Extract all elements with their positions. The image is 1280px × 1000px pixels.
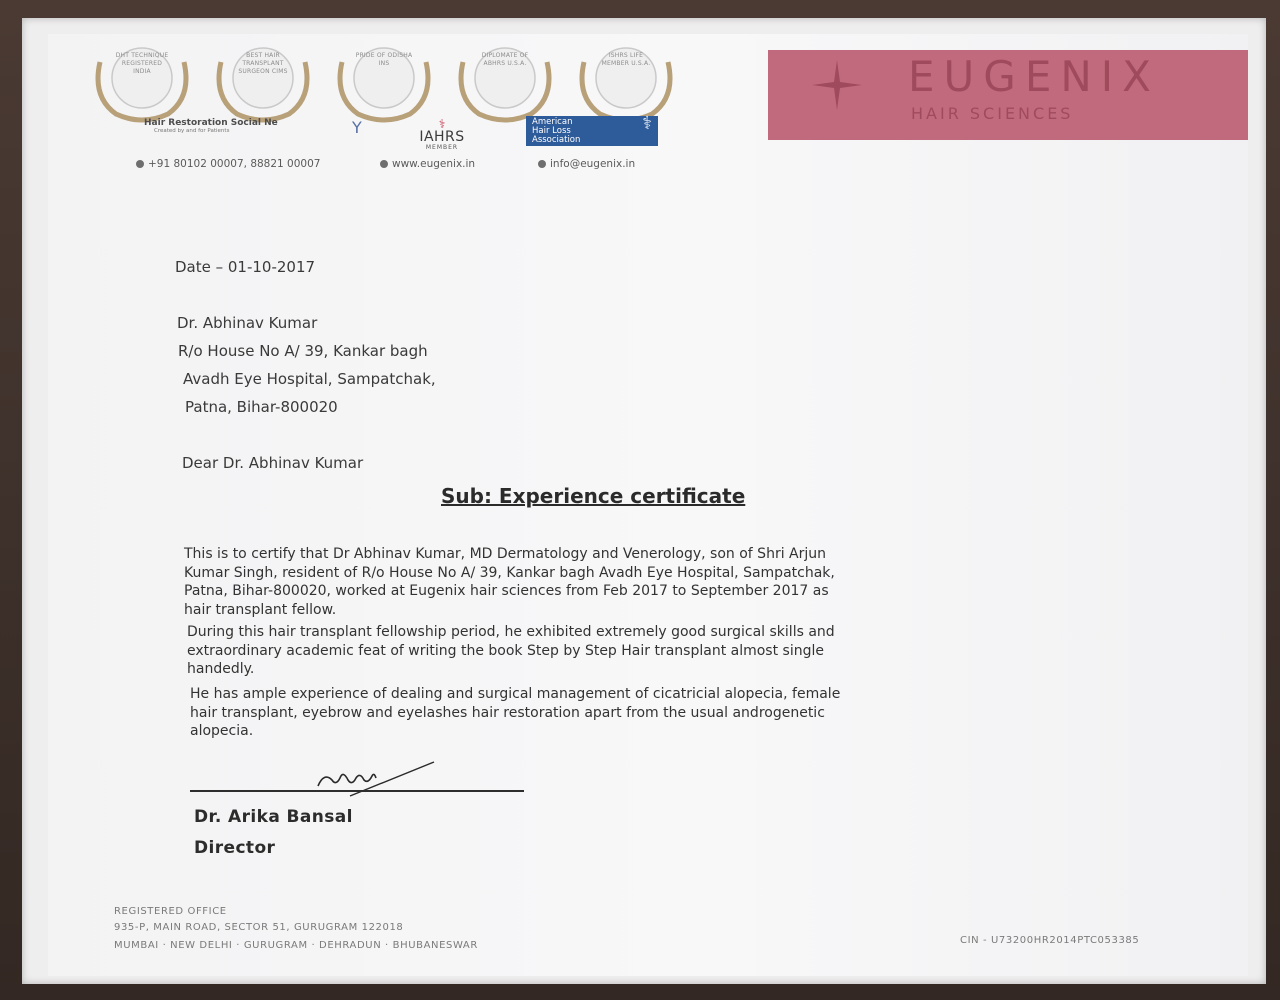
signature-line [190,790,524,792]
person-figure-icon: Y [352,118,362,137]
globe-icon [380,160,388,168]
paragraph-line: hair transplant fellow. [184,601,337,618]
paragraph-fellowship [187,623,835,679]
email-contact [538,158,635,170]
award-badge-best-surgeon [207,42,319,128]
email-address: info@eugenix.in [550,158,636,170]
ahla-line: Association [532,135,581,145]
phone-number: +91 80102 00007, 88821 00007 [148,158,321,170]
paragraph-line: Kumar Singh, resident of R/o House No A/ 39, Kankar bagh Avadh Eye Hospital, Sampatchak, [184,564,835,581]
iahrs-subtitle: MEMBER [425,144,459,151]
address-line: R/o House No A/ 39, Kankar bagh [178,342,428,360]
iahrs-title: IAHRS [419,129,465,145]
recipient-name: Dr. Abhinav Kumar [177,314,318,332]
phone-contact [136,158,320,170]
email-icon [538,160,546,168]
badge-label: DIPLOMATE OF ABHRS U.S.A. [481,52,529,67]
award-badge-dht [86,42,198,128]
brand-name: EUGENIX [908,52,1160,101]
paragraph-line: hair transplant, eyebrow and eyelashes hair restoration apart from the usual androgenetic [190,704,825,721]
website-contact [380,158,475,170]
subject-line: Sub: Experience certificate [441,484,746,508]
eugenix-star-icon [812,60,862,110]
badge-label: ISHRS LIFE MEMBER U.S.A. [601,52,651,67]
paragraph-line: He has ample experience of dealing and surgical management of cicatricial alopecia, female [190,686,841,702]
address-line: Patna, Bihar-800020 [185,398,338,416]
cin-number: CIN - U73200HR2014PTC053385 [960,935,1140,946]
award-badge-pride-odisha [328,42,440,128]
paragraph-line: Patna, Bihar-800020, worked at Eugenix hair sciences from Feb 2017 to September 2017 as [184,583,829,599]
address-line: Avadh Eye Hospital, Sampatchak, [183,370,436,388]
paragraph-line: During this hair transplant fellowship period, he exhibited extremely good surgical skills and [187,624,835,640]
hair-restoration-social-logo [144,118,334,134]
signer-name: Dr. Arika Bansal [194,807,353,827]
brand-subtitle: HAIR SCIENCES [911,104,1074,123]
ahla-line: American [532,117,573,127]
paragraph-line: handedly. [187,661,255,677]
caduceus-icon: ⚕ [642,113,652,134]
ahla-line: Hair Loss [532,126,571,136]
signer-title: Director [194,838,276,858]
iahrs-logo [402,118,482,151]
caduceus-icon: ⚕ [438,117,446,131]
brand-logo-block [768,50,1248,140]
badge-label: DHT TECHNIQUE REGISTERED INDIA [115,52,169,75]
registered-office-address: 935-P, MAIN ROAD, SECTOR 51, GURUGRAM 122018 [114,922,404,933]
website-url: www.eugenix.in [392,158,476,170]
american-hair-loss-association-logo [526,113,658,146]
phone-icon [136,160,144,168]
paragraph-line: extraordinary academic feat of writing the book Step by Step Hair transplant almost single [187,642,824,659]
hrs-subtitle: Created by and for Patients [154,128,230,134]
registered-office-label: REGISTERED OFFICE [114,906,227,917]
badge-label: BEST HAIR TRANSPLANT SURGEON CIMS [238,52,288,75]
paragraph-certification [184,545,835,619]
paragraph-line: alopecia. [190,723,254,739]
hrs-title: Hair Restoration Social Ne [144,118,278,128]
badge-label: PRIDE OF ODISHA INS [355,52,413,67]
office-cities: MUMBAI · NEW DELHI · GURUGRAM · DEHRADUN · BHUBANESWAR [114,940,478,951]
salutation: Dear Dr. Abhinav Kumar [182,454,364,472]
certificate-paper [48,34,1248,976]
paragraph-experience [190,685,840,741]
letter-date: Date – 01-10-2017 [175,258,316,276]
paragraph-line: This is to certify that Dr Abhinav Kumar, MD Dermatology and Venerology, son of Shri Arjun [184,546,827,562]
handwritten-signature-icon [310,756,440,800]
